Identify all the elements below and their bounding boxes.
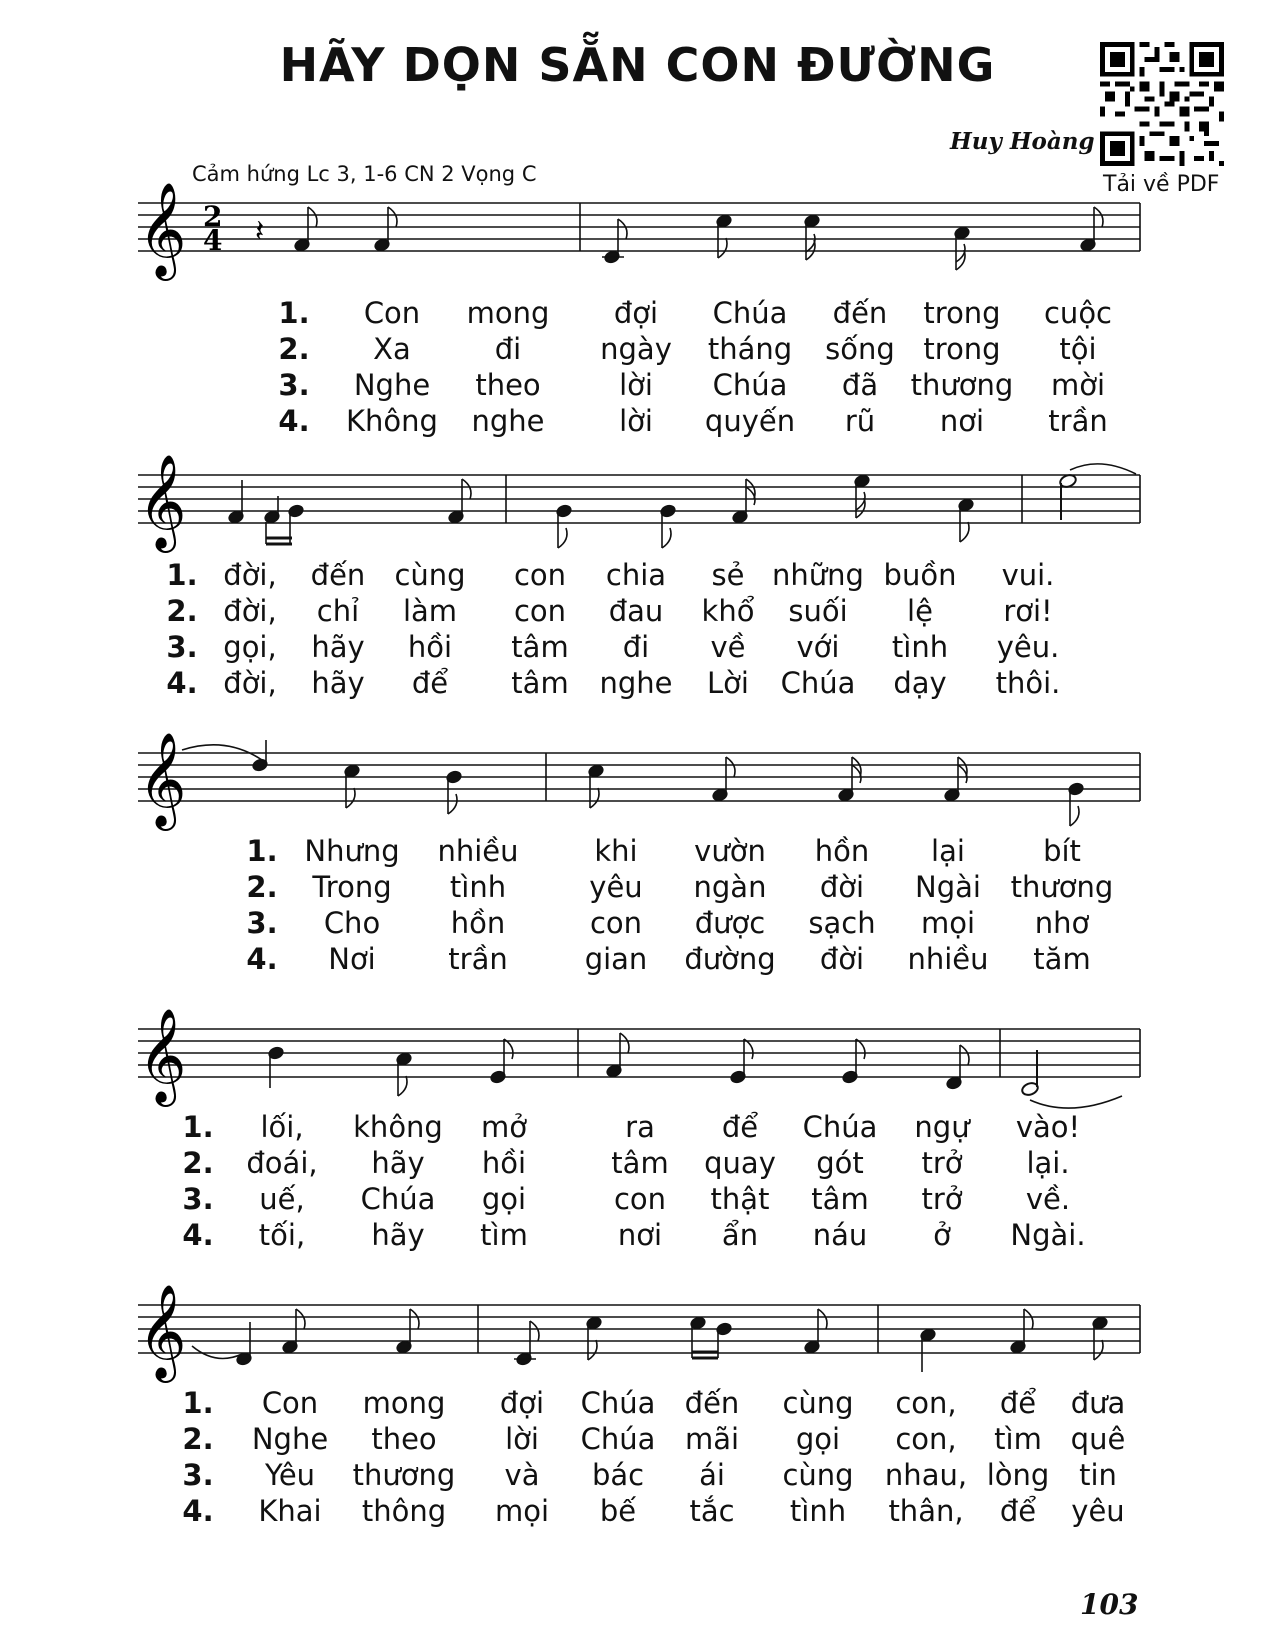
lyric-syllable: những [772,558,864,592]
lyric-syllable: trần [1048,404,1108,438]
lyric-syllable: sống [825,332,895,366]
lyric-syllable: nghe [599,666,673,700]
lyric-syllable: đợi [613,296,659,330]
lyric-syllable: yêu [1071,1494,1125,1528]
lyric-syllable: rơi! [1003,594,1053,628]
lyric-syllable: nơi [617,1218,663,1252]
lyric-syllable: nơi [939,404,985,438]
lyric-syllable: thật [710,1182,770,1216]
staff-system-2 [0,452,1275,562]
lyric-syllable: đoái, [246,1146,318,1180]
lyric-line-1-3 [0,368,1275,404]
lyric-syllable: Chúa [712,368,788,402]
verse-number: 1. [166,558,198,592]
verse-number: 1. [278,296,310,330]
lyric-syllable: cùng [394,558,466,592]
treble-clef-icon: 𝄞 [138,182,187,277]
lyric-syllable: mọi [494,1494,550,1528]
lyric-line-4-2 [0,1146,1275,1182]
treble-clef-icon: 𝄞 [138,1284,187,1379]
lyric-syllable: lệ [907,594,933,628]
lyric-syllable: hồn [450,906,506,940]
lyric-syllable: nhau, [884,1458,968,1492]
lyric-syllable: sẻ [711,558,745,592]
lyric-line-2-2 [0,594,1275,630]
lyric-syllable: đi [494,332,522,366]
lyric-syllable: ở [933,1218,951,1252]
lyric-syllable: chia [605,558,667,592]
lyric-syllable: gọi [795,1422,841,1456]
lyric-syllable: lòng [986,1458,1050,1492]
staff-system-5 [0,1282,1275,1392]
lyric-syllable: đi [622,630,650,664]
verse-number: 3. [166,630,198,664]
lyric-syllable: trở [921,1182,963,1216]
lyric-syllable: tháng [707,332,793,366]
qr-code-icon[interactable] [1100,42,1224,166]
verse-number: 4. [278,404,310,438]
author-name: Huy Hoàng [950,128,1095,155]
lyric-syllable: mở [481,1110,527,1144]
lyric-syllable: trong [923,296,1001,330]
lyric-syllable: đến [684,1386,740,1420]
verse-number: 1. [182,1110,214,1144]
lyric-syllable: Chúa [580,1422,656,1456]
lyric-syllable: mọi [920,906,976,940]
lyric-syllable: hồi [481,1146,527,1180]
staff-system-4 [0,1006,1275,1116]
lyric-syllable: lời [619,404,653,438]
lyric-syllable: Trong [312,870,392,904]
lyric-syllable: con [513,558,567,592]
lyric-syllable: Chúa [802,1110,878,1144]
lyric-syllable: để [411,666,449,700]
lyric-syllable: Nghe [251,1422,329,1456]
lyric-line-5-4 [0,1494,1275,1530]
lyric-syllable: đau [608,594,664,628]
tie-arc [1030,1096,1122,1108]
time-signature-bottom: 4 [203,224,223,257]
lyric-syllable: thương [910,368,1014,402]
lyric-line-3-1 [0,834,1275,870]
lyric-syllable: bác [591,1458,645,1492]
lyric-syllable: bít [1043,834,1081,868]
lyric-syllable: con [613,1182,667,1216]
lyric-syllable: Ngài [915,870,981,904]
lyric-line-5-1 [0,1386,1275,1422]
lyric-syllable: để [999,1494,1037,1528]
lyric-syllable: ái [699,1458,725,1492]
staff-system-3 [0,730,1275,840]
lyric-syllable: hồi [407,630,453,664]
lyric-syllable: trần [448,942,508,976]
lyric-syllable: được [694,906,766,940]
lyric-syllable: lời [505,1422,539,1456]
verse-number: 2. [278,332,310,366]
verse-number: 4. [182,1218,214,1252]
lyric-syllable: đời, [223,594,277,628]
lyric-syllable: hãy [311,630,365,664]
lyric-syllable: thương [352,1458,456,1492]
lyric-syllable: con, [895,1422,957,1456]
lyric-syllable: đến [832,296,888,330]
lyric-line-1-1 [0,296,1275,332]
lyric-line-2-4 [0,666,1275,702]
lyric-syllable: bế [599,1494,637,1528]
verse-number: 4. [182,1494,214,1528]
verse-number: 2. [246,870,278,904]
lyric-syllable: sạch [808,906,876,940]
lyric-syllable: gót [816,1146,864,1180]
lyric-syllable: Chúa [580,1386,656,1420]
lyric-syllable: Nghe [353,368,431,402]
lyric-line-4-3 [0,1182,1275,1218]
lyric-syllable: ẩn [721,1218,759,1252]
lyric-syllable: đời, [223,558,277,592]
lyric-syllable: tâm [511,630,569,664]
lyric-line-4-1 [0,1110,1275,1146]
lyric-syllable: gọi [481,1182,527,1216]
lyric-syllable: lời [619,368,653,402]
lyric-syllable: theo [475,368,541,402]
lyric-syllable: tình [449,870,507,904]
lyric-syllable: chỉ [316,594,360,628]
page-number: 103 [1080,1588,1139,1621]
lyric-syllable: ngàn [693,870,767,904]
lyric-syllable: con [589,906,643,940]
lyric-syllable: mong [466,296,550,330]
verse-number: 3. [278,368,310,402]
lyric-syllable: tắc [689,1494,735,1528]
lyric-syllable: tội [1059,332,1097,366]
lyric-syllable: vào! [1015,1110,1081,1144]
inspiration-note: Cảm hứng Lc 3, 1-6 CN 2 Vọng C [192,162,537,186]
lyric-line-4-4 [0,1218,1275,1254]
lyric-syllable: Ngài. [1010,1218,1086,1252]
lyric-syllable: đường [684,942,776,976]
verse-number: 2. [182,1422,214,1456]
lyric-line-2-1 [0,558,1275,594]
lyric-syllable: nhơ [1034,906,1090,940]
lyric-syllable: nghe [471,404,545,438]
lyric-syllable: thương [1010,870,1114,904]
lyric-syllable: Nơi [328,942,376,976]
lyric-syllable: buồn [883,558,957,592]
lyric-syllable: hồn [814,834,870,868]
lyric-syllable: đến [310,558,366,592]
lyric-line-2-3 [0,630,1275,666]
lyric-syllable: yêu [589,870,643,904]
lyric-syllable: khổ [701,594,755,628]
lyric-syllable: Con [363,296,421,330]
lyric-syllable: náu [812,1218,868,1252]
lyric-syllable: khi [594,834,638,868]
lyric-line-3-2 [0,870,1275,906]
lyric-syllable: con [513,594,567,628]
lyric-syllable: lại. [1026,1146,1070,1180]
lyric-syllable: lại [931,834,965,868]
lyric-line-5-2 [0,1422,1275,1458]
treble-clef-icon: 𝄞 [138,1008,187,1103]
lyric-syllable: đưa [1070,1386,1126,1420]
lyric-syllable: con, [895,1386,957,1420]
time-signature-top: 2 [203,200,223,233]
lyric-syllable: ra [625,1110,655,1144]
lyric-syllable: theo [371,1422,437,1456]
lyric-syllable: trong [923,332,1001,366]
lyric-syllable: gọi, [223,630,277,664]
lyric-syllable: tâm [511,666,569,700]
lyric-syllable: nhiều [907,942,989,976]
lyric-line-3-4 [0,942,1275,978]
lyric-syllable: Nhưng [304,834,400,868]
verse-number: 3. [182,1458,214,1492]
lyric-syllable: đời [819,870,865,904]
lyric-syllable: đã [841,368,879,402]
lyric-syllable: về. [1025,1182,1071,1216]
lyric-syllable: tâm [811,1182,869,1216]
lyric-syllable: dạy [893,666,947,700]
lyric-syllable: thân, [888,1494,964,1528]
lyric-syllable: uế, [259,1182,305,1216]
lyric-syllable: gian [584,942,648,976]
lyric-syllable: suối [788,594,848,628]
lyric-syllable: để [721,1110,759,1144]
lyric-syllable: Chúa [780,666,856,700]
lyric-syllable: hãy [371,1146,425,1180]
verse-number: 2. [166,594,198,628]
verse-number: 1. [182,1386,214,1420]
half-note [1059,473,1078,520]
lyric-syllable: Lời [707,666,749,700]
lyric-syllable: đời, [223,666,277,700]
lyric-syllable: tình [789,1494,847,1528]
lyric-syllable: mời [1050,368,1106,402]
lyric-syllable: đời [819,942,865,976]
download-pdf-link[interactable]: Tải về PDF [1103,172,1220,197]
treble-clef-icon: 𝄞 [138,454,187,549]
lyric-syllable: tăm [1033,942,1091,976]
lyric-syllable: Yêu [264,1458,316,1492]
verse-number: 4. [166,666,198,700]
lyric-syllable: vườn [694,834,766,868]
lyric-syllable: Chúa [360,1182,436,1216]
verse-number: 1. [246,834,278,868]
lyric-syllable: Khai [258,1494,322,1528]
lyric-line-1-2 [0,332,1275,368]
lyric-syllable: lối, [260,1110,304,1144]
tie-arc [1070,464,1136,474]
half-note [1021,1050,1040,1097]
lyric-syllable: về [710,630,746,664]
lyric-line-1-4 [0,404,1275,440]
lyric-line-5-3 [0,1458,1275,1494]
lyric-syllable: quay [704,1146,776,1180]
lyric-syllable: Con [261,1386,319,1420]
verse-number: 3. [246,906,278,940]
lyric-syllable: tình [891,630,949,664]
staff-system-1 [0,180,1275,290]
lyric-syllable: không [353,1110,443,1144]
lyric-syllable: yêu. [996,630,1060,664]
lyric-syllable: tin [1079,1458,1117,1492]
lyric-syllable: tối, [258,1218,306,1252]
lyric-syllable: Chúa [712,296,788,330]
lyric-syllable: tìm [994,1422,1042,1456]
lyric-syllable: cuộc [1043,296,1113,330]
lyric-syllable: hãy [371,1218,425,1252]
lyric-syllable: ngày [600,332,672,366]
lyric-syllable: hãy [311,666,365,700]
lyric-syllable: thông [361,1494,447,1528]
lyric-syllable: với [796,630,840,664]
lyric-syllable: cùng [782,1386,854,1420]
verse-number: 4. [246,942,278,976]
lyric-syllable: cùng [782,1458,854,1492]
quarter-rest-icon: 𝄽 [255,214,265,249]
lyric-syllable: Cho [323,906,381,940]
lyric-syllable: mãi [684,1422,740,1456]
lyric-syllable: và [504,1458,540,1492]
lyric-syllable: Không [346,404,438,438]
lyric-syllable: làm [402,594,458,628]
verse-number: 2. [182,1146,214,1180]
lyric-syllable: rũ [844,404,876,438]
lyric-syllable: quê [1070,1422,1126,1456]
lyric-line-3-3 [0,906,1275,942]
lyric-syllable: ngự [914,1110,970,1144]
lyric-syllable: thôi. [995,666,1061,700]
lyric-syllable: mong [362,1386,446,1420]
lyric-syllable: tìm [480,1218,528,1252]
lyric-syllable: quyến [704,404,796,438]
lyric-syllable: đợi [499,1386,545,1420]
lyric-syllable: Xa [373,332,411,366]
lyric-syllable: vui. [1001,558,1055,592]
song-title: HÃY DỌN SẴN CON ĐƯỜNG [279,38,996,92]
lyric-syllable: trở [921,1146,963,1180]
lyric-syllable: tâm [611,1146,669,1180]
lyric-syllable: để [999,1386,1037,1420]
verse-number: 3. [182,1182,214,1216]
lyric-syllable: nhiều [437,834,519,868]
treble-clef-icon: 𝄞 [138,732,187,827]
